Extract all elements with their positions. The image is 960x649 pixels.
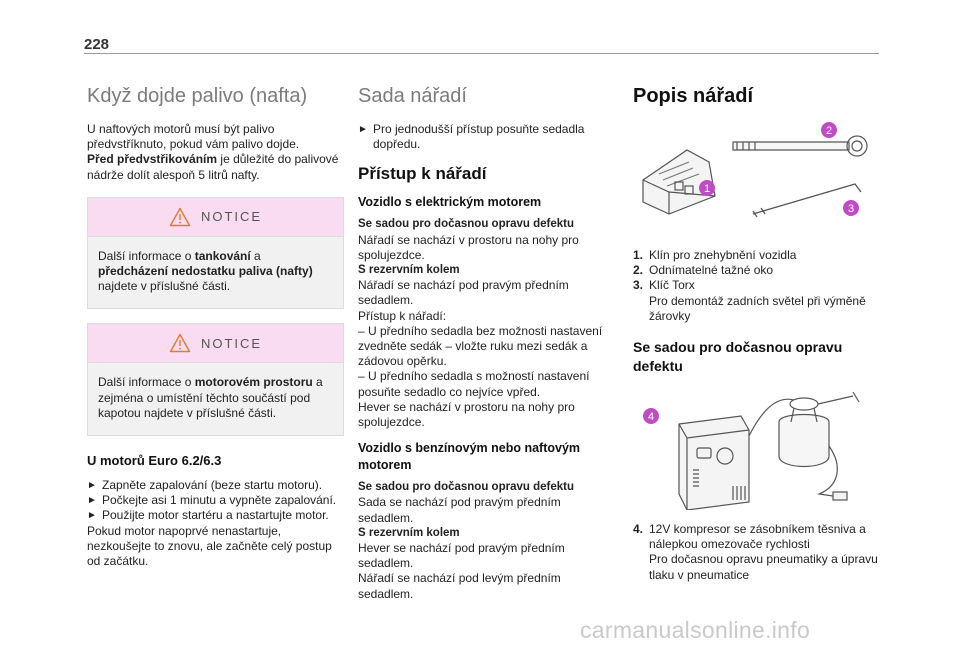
kit2-text: Sada se nachází pod pravým předním sedadlem. bbox=[358, 495, 561, 525]
tool-item: 3. Klíč Torx bbox=[633, 278, 695, 293]
column-fuel bbox=[87, 84, 344, 569]
tool-item: 2. Odnímatelné tažné oko bbox=[633, 263, 774, 278]
access-label: Přístup k nářadí: bbox=[358, 308, 447, 323]
notice-box-engine bbox=[87, 323, 344, 436]
compressor-list bbox=[633, 522, 883, 583]
callout-3-label: 3 bbox=[847, 203, 855, 215]
step-item: ► Počkejte asi 1 minutu a vypněte zapalování. bbox=[87, 493, 337, 508]
notice-body: Další informace o tankování a předcházení nedostatku paliva (nafty) najdete v příslušné části. bbox=[98, 248, 313, 294]
notice-label: NOTICE bbox=[200, 335, 263, 351]
callout-1-label: 1 bbox=[703, 183, 711, 195]
notice-box-refuel bbox=[87, 197, 344, 310]
access-title: Přístup k nářadí bbox=[358, 164, 487, 184]
callout-2-label: 2 bbox=[825, 125, 833, 137]
access-step-2: – U předního sedadla s možností nastavení posuňte sedadlo co nejvíce vpřed. bbox=[358, 369, 590, 399]
watermark: carmanualsonline.info bbox=[580, 617, 811, 643]
notice-header bbox=[88, 198, 343, 237]
step-item: ► Použijte motor startéru a nastartujte motor. bbox=[87, 508, 329, 523]
section-title-fuel: Když dojde palivo (nafta) bbox=[87, 85, 308, 107]
column-toolkit bbox=[358, 84, 608, 602]
petrol-heading: Vozidlo s benzínovým nebo naftovým motorem bbox=[358, 441, 581, 473]
compressor-illustration bbox=[629, 386, 869, 510]
spare-text: Nářadí se nachází pod pravým předním sedadlem. bbox=[358, 278, 569, 308]
towing-eye-icon bbox=[733, 136, 867, 156]
step-item: ► Zapněte zapalování (beze startu motoru). bbox=[87, 478, 323, 493]
tool-item: 4. 12V kompresor se zásobníkem těsniva a nálepkou omezovače rychlosti bbox=[633, 522, 866, 552]
electric-heading: Vozidlo s elektrickým motorem bbox=[358, 195, 542, 210]
spare-heading: S rezervním kolem bbox=[358, 264, 460, 277]
page-number: 228 bbox=[84, 36, 110, 53]
tool-list bbox=[633, 248, 883, 324]
callout-4-label: 4 bbox=[647, 411, 655, 424]
notice-label: NOTICE bbox=[200, 209, 263, 225]
notice-header bbox=[88, 324, 343, 363]
intro-text: U naftových motorů musí být palivo předvstříknuto, pokud vám palivo dojde. Před předvstřikováním je důležité do palivové nádrže dolít alespoň 5 litrů nafty. bbox=[87, 122, 339, 182]
arrow-icon: ► bbox=[87, 480, 97, 492]
section-title-tools: Popis nářadí bbox=[633, 85, 754, 107]
euro-heading: U motorů Euro 6.2/6.3 bbox=[87, 453, 222, 469]
section-title-toolkit: Sada nářadí bbox=[358, 85, 467, 107]
kit-heading: Se sadou pro dočasnou opravu defektu bbox=[358, 218, 574, 231]
top-divider bbox=[84, 53, 879, 54]
arrow-icon: ► bbox=[358, 124, 368, 135]
arrow-icon: ► bbox=[87, 495, 97, 507]
column-tool-description bbox=[633, 84, 883, 583]
tool-item-note: Pro demontáž zadních světel při výměně žárovky bbox=[649, 293, 866, 323]
step-list bbox=[87, 478, 344, 524]
warning-icon bbox=[169, 207, 191, 227]
access-step-1: – U předního sedadla bez možnosti nastavení zvedněte sedák – vložte ruku mezi sedák a zádovou opěrku. bbox=[358, 323, 603, 369]
kit-text: Nářadí se nachází v prostoru na nohy pro spolujezdce. bbox=[358, 232, 579, 262]
kit2-heading: Se sadou pro dočasnou opravu defektu bbox=[358, 481, 574, 494]
warning-icon bbox=[169, 333, 191, 353]
compressor-icon bbox=[679, 392, 859, 510]
tool-item-note: Pro dočasnou opravu pneumatiky a úpravu tlaku v pneumatice bbox=[649, 552, 878, 582]
tools-illustration bbox=[629, 122, 869, 232]
tool-item: 1. Klín pro znehybnění vozidla bbox=[633, 248, 797, 262]
outro-text: Pokud motor napoprvé nenastartuje, nezkoušejte to znovu, ale začněte celý postup od začátku. bbox=[87, 523, 332, 569]
notice-body: Další informace o motorovém prostoru a zejména o umístění těchto součástí pod kapotou najdete v příslušné části. bbox=[98, 375, 323, 420]
spare2-heading: S rezervním kolem bbox=[358, 526, 460, 539]
tip-bullet: ► Pro jednodušší přístup posuňte sedadla dopředu. bbox=[358, 122, 585, 152]
spare2-text-1: Hever se nachází pod pravým předním sedadlem. bbox=[358, 541, 565, 571]
kit-heading: Se sadou pro dočasnou opravu defektu bbox=[633, 339, 843, 375]
spare2-text-2: Nářadí se nachází pod levým předním sedadlem. bbox=[358, 571, 561, 601]
arrow-icon: ► bbox=[87, 510, 97, 522]
jack-text: Hever se nachází v prostoru na nohy pro spolujezdce. bbox=[358, 399, 575, 430]
